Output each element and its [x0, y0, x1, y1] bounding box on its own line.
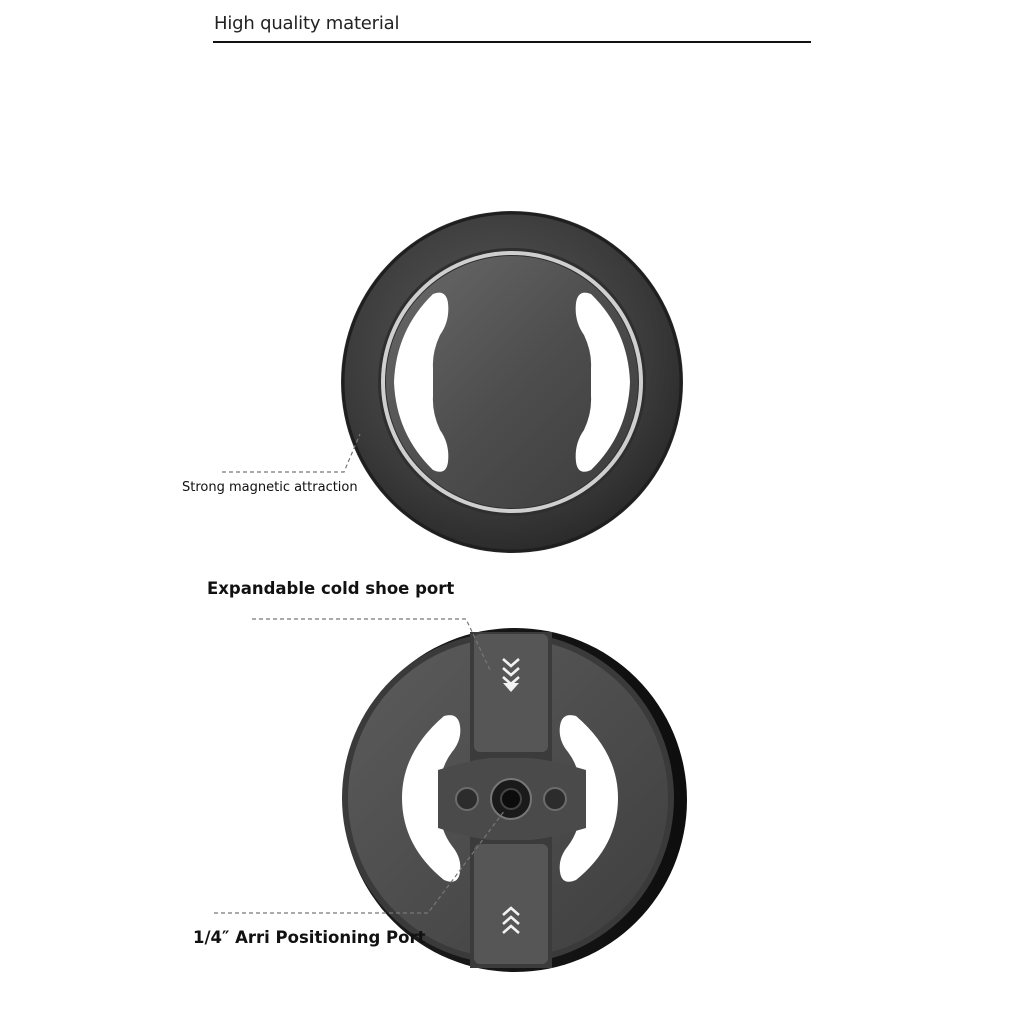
arri-port-label: 1/4″ Arri Positioning Port	[193, 928, 426, 947]
magnetic-callout-line	[222, 434, 360, 472]
cold-shoe-port-label: Expandable cold shoe port	[207, 579, 455, 598]
mount-plate-bottom-view	[342, 628, 687, 972]
bottom-rail	[474, 844, 548, 964]
top-cold-shoe-rail	[474, 634, 548, 752]
magnetic-attraction-label: Strong magnetic attraction	[182, 480, 358, 495]
left-pin-hole	[456, 788, 478, 810]
right-pin-hole	[544, 788, 566, 810]
page-title: High quality material	[214, 13, 400, 34]
magnetic-ring-top-view	[341, 211, 683, 553]
